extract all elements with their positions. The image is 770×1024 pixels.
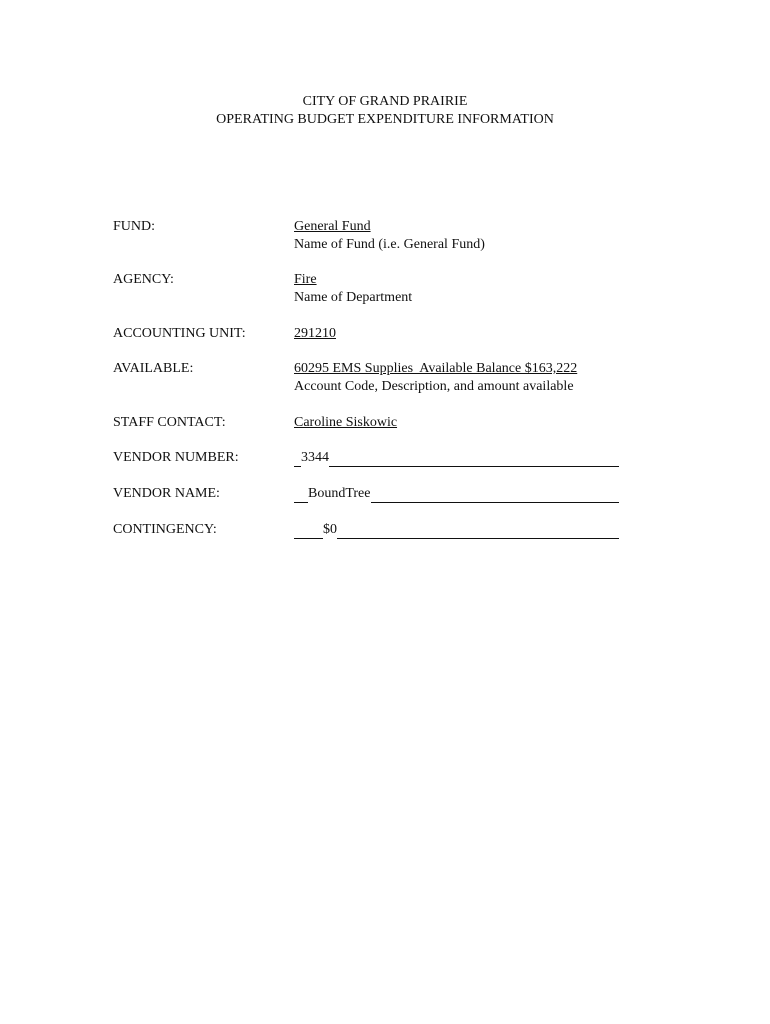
fund-hint: Name of Fund (i.e. General Fund) <box>294 237 485 252</box>
fund-value: General Fund <box>294 219 371 234</box>
agency-label: AGENCY: <box>113 272 174 287</box>
staff-contact-value: Caroline Siskowic <box>294 415 398 430</box>
vendor-number-label: VENDOR NUMBER: <box>113 450 239 465</box>
agency-value: Fire <box>294 272 317 287</box>
available-hint: Account Code, Description, and amount available <box>294 379 574 394</box>
contingency-value: $0 <box>323 522 337 537</box>
available-value: 60295 EMS Supplies Available Balance $163,222 <box>294 361 578 376</box>
vendor-number-fill-rule <box>329 452 619 467</box>
vendor-number-value: 3344 <box>301 450 329 465</box>
vendor-number-line <box>294 449 619 467</box>
contingency-lead-rule <box>294 524 323 539</box>
vendor-name-fill-rule <box>371 488 620 503</box>
fund-label: FUND: <box>113 219 156 234</box>
document-title-form: OPERATING BUDGET EXPENDITURE INFORMATION <box>216 112 554 127</box>
contingency-line <box>294 521 619 539</box>
staff-contact-label: STAFF CONTACT: <box>113 415 226 430</box>
vendor-name-label: VENDOR NAME: <box>113 486 220 501</box>
accounting-unit-value: 291210 <box>294 326 336 341</box>
accounting-unit-label: ACCOUNTING UNIT: <box>113 326 246 341</box>
contingency-label: CONTINGENCY: <box>113 522 217 537</box>
contingency-fill-rule <box>337 524 619 539</box>
vendor-name-line <box>294 485 619 503</box>
available-label: AVAILABLE: <box>113 361 194 376</box>
document-title-city: CITY OF GRAND PRAIRIE <box>302 94 468 109</box>
vendor-name-lead-rule <box>294 488 308 503</box>
agency-hint: Name of Department <box>294 290 413 305</box>
vendor-name-value: BoundTree <box>308 486 371 501</box>
vendor-number-lead-rule <box>294 452 301 467</box>
